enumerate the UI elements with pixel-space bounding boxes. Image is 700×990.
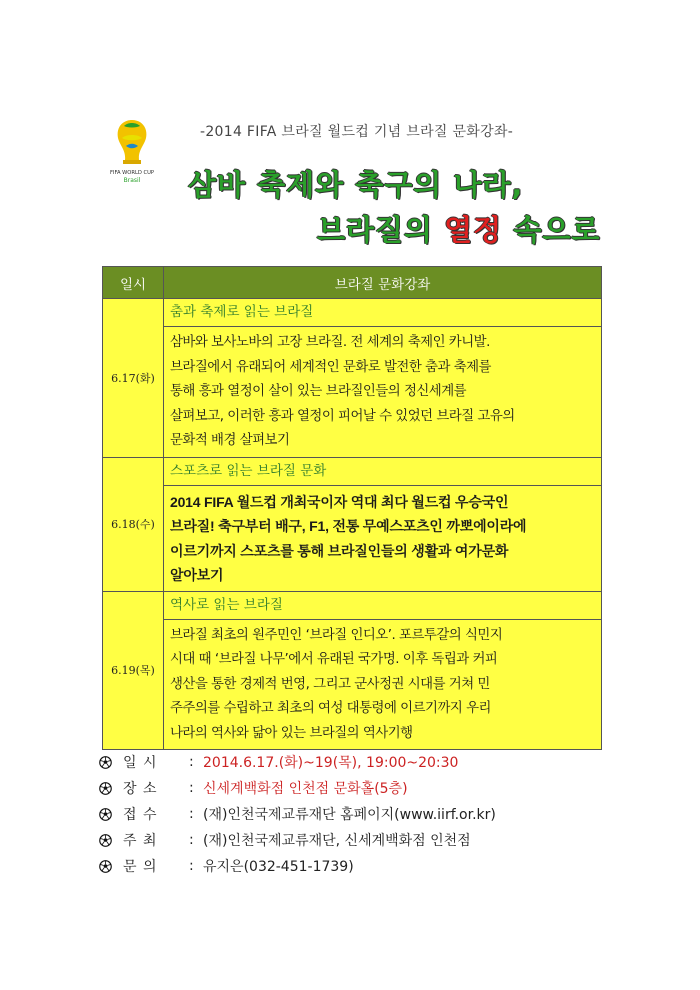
info-label: 일 시	[123, 755, 158, 771]
info-label: 주 최	[123, 833, 158, 849]
description-line: 문화적 배경 살펴보기	[170, 433, 290, 448]
description-line: 2014 FIFA 월드컵 개최국이자 역대 최다 월드컵 우승국인	[170, 493, 509, 510]
title-part-into: 속으로	[513, 213, 601, 247]
description-line: 브라질에서 유래되어 세계적인 문화로 발전한 춤과 축제를	[170, 359, 491, 375]
title-part-brazil: 브라질의	[317, 213, 434, 247]
info-label: 접 수	[123, 807, 158, 823]
info-item-location: 장 소 : 신세계백화점 인천점 문화홀(5층)	[99, 775, 496, 801]
info-label: 장 소	[123, 781, 158, 797]
session-date: 6.18(수)	[103, 457, 164, 591]
description-line: 통해 흥과 열정이 살이 있는 브라질인들의 정신세계를	[170, 384, 467, 399]
event-subtitle: -2014 FIFA 브라질 월드컵 기념 브라질 문화강좌-	[200, 124, 514, 140]
info-item-datetime: 일 시 : 2014.6.17.(화)~19(목), 19:00~20:30	[99, 749, 496, 775]
info-label: 문 의	[123, 859, 158, 875]
header-date: 일시	[103, 267, 164, 299]
title-line-2	[317, 208, 600, 249]
schedule-table	[102, 266, 602, 750]
session-description	[164, 485, 602, 591]
description-line: 브라질 최초의 원주민인 ‘브라질 인디오’. 포르투갈의 식민지	[170, 627, 503, 643]
description-line: 살펴보고, 이러한 흥과 열정이 피어날 수 있었던 브라질 고유의	[170, 408, 515, 424]
info-item-registration: 접 수 : (재)인천국제교류재단 홈페이지(www.iirf.or.kr)	[99, 801, 496, 827]
description-line: 알아보기	[170, 567, 224, 583]
description-line: 이르기까지 스포츠를 통해 브라질인들의 생활과 여가문화	[170, 542, 509, 559]
session-date: 6.17(화)	[103, 299, 164, 458]
description-line: 브라질! 축구부터 배구, F1, 전통 무예스포츠인 까뽀에이라에	[170, 518, 527, 534]
info-value: (재)인천국제교류재단, 신세계백화점 인천점	[203, 833, 471, 849]
header-course: 브라질 문화강좌	[164, 267, 602, 299]
logo-text-line1: FIFA WORLD CUP	[109, 170, 155, 176]
table-row	[103, 619, 602, 750]
description-line: 삼바와 보사노바의 고장 브라질. 전 세계의 축제인 카니발.	[170, 335, 490, 350]
session-date: 6.19(목)	[103, 591, 164, 750]
session-description	[164, 327, 602, 458]
table-row	[103, 591, 602, 619]
table-header-row	[103, 267, 602, 299]
fifa-world-cup-logo	[108, 116, 156, 188]
session-description	[164, 619, 602, 750]
session-topic: 춤과 축제로 읽는 브라질	[164, 299, 602, 327]
soccer-ball-icon	[99, 808, 112, 821]
title-line-1: 삼바 축제와 축구의 나라,	[188, 168, 524, 202]
table-row	[103, 457, 602, 485]
info-item-host: 주 최 : (재)인천국제교류재단, 신세계백화점 인천점	[99, 827, 496, 853]
soccer-ball-icon	[99, 756, 112, 769]
info-value: 신세계백화점 인천점 문화홀(5층)	[203, 781, 408, 797]
soccer-ball-icon	[99, 860, 112, 873]
table-row	[103, 485, 602, 591]
table-row	[103, 299, 602, 327]
description-line: 시대 때 ‘브라질 나무’에서 유래된 국가명. 이후 독립과 커피	[170, 652, 498, 667]
description-line: 나라의 역사와 닮아 있는 브라질의 역사기행	[170, 725, 413, 741]
title-part-passion: 열정	[444, 213, 503, 247]
logo-text-line2: Brasil	[123, 177, 141, 184]
description-line: 생산을 통한 경제적 번영, 그리고 군사정권 시대를 거쳐 민	[170, 676, 490, 692]
table-row	[103, 327, 602, 458]
info-value: 2014.6.17.(화)~19(목), 19:00~20:30	[203, 755, 459, 771]
description-line: 주주의를 수립하고 최초의 여성 대통령에 이르기까지 우리	[170, 701, 491, 716]
info-item-contact: 문 의 : 유지은(032-451-1739)	[99, 853, 496, 879]
event-info-list	[99, 749, 496, 879]
soccer-ball-icon	[99, 834, 112, 847]
session-topic: 스포츠로 읽는 브라질 문화	[164, 457, 602, 485]
info-value: (재)인천국제교류재단 홈페이지(www.iirf.or.kr)	[203, 807, 496, 823]
session-topic: 역사로 읽는 브라질	[164, 591, 602, 619]
info-value: 유지은(032-451-1739)	[203, 859, 354, 875]
soccer-ball-icon	[99, 782, 112, 795]
